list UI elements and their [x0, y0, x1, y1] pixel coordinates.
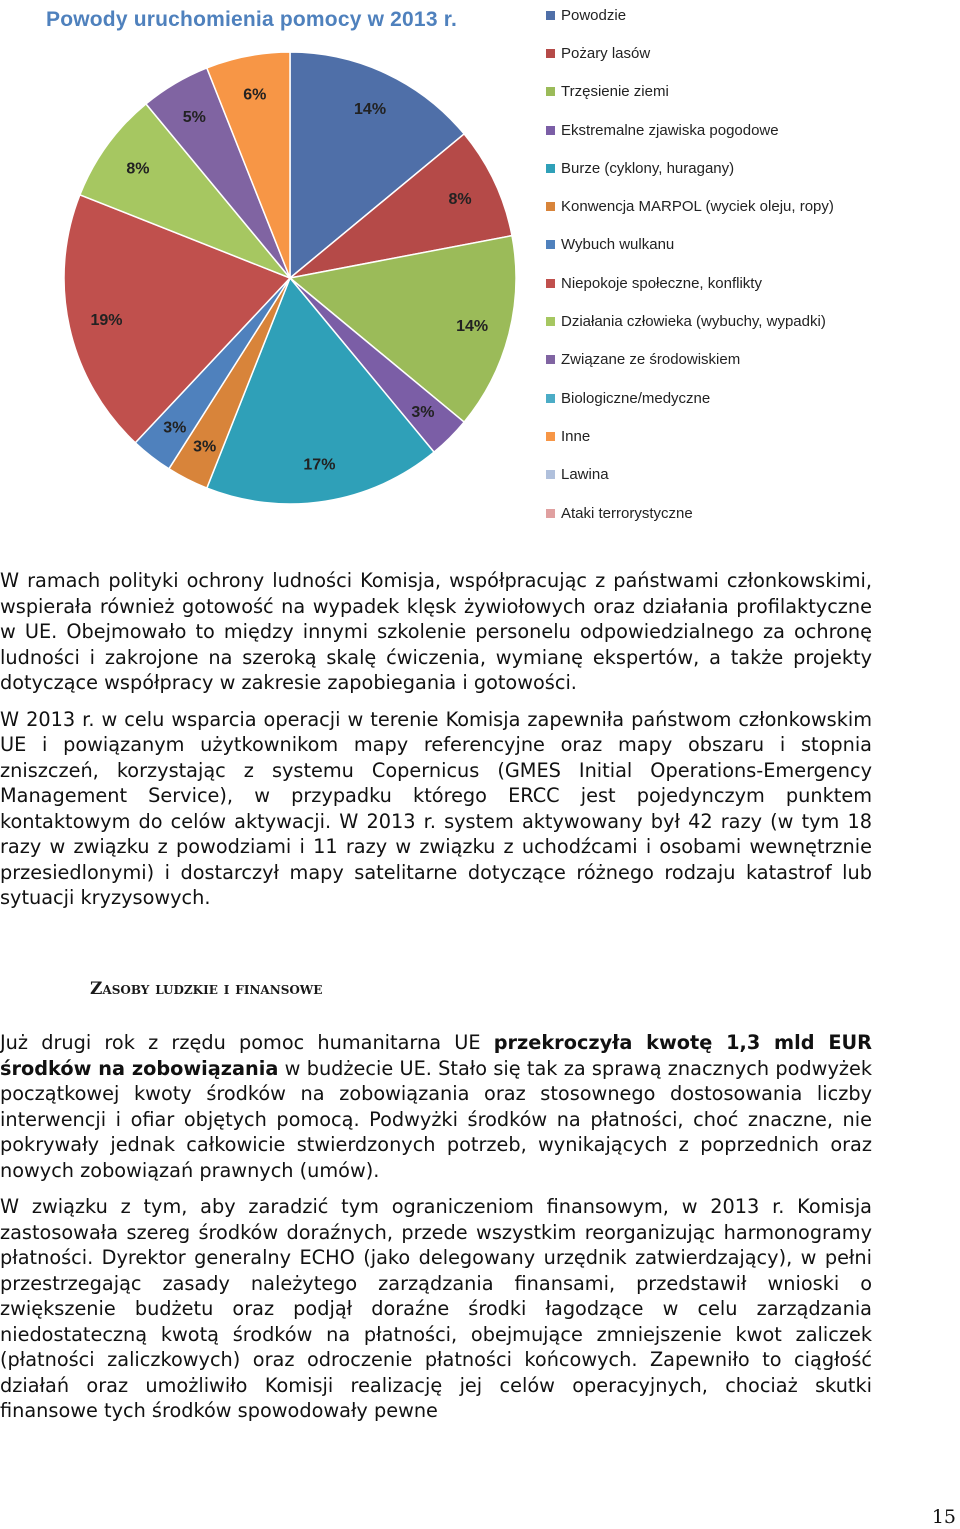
legend-item: [546, 111, 834, 149]
legend-swatch: [546, 317, 555, 326]
pie-slice-label: 14%: [456, 317, 489, 335]
legend-label: Biologiczne/medyczne: [561, 389, 711, 407]
page-number: 15: [931, 1506, 956, 1528]
legend-swatch: [546, 11, 555, 20]
legend-item: [546, 187, 834, 225]
legend-label: Konwencja MARPOL (wyciek oleju, ropy): [561, 198, 834, 216]
civil-protection-section: [0, 568, 872, 922]
pie-slice-label: 8%: [126, 160, 150, 178]
legend-label: Ataki terrorystyczne: [561, 504, 693, 522]
legend-label: Wybuch wulkanu: [561, 236, 675, 254]
legend-item: [546, 226, 834, 264]
pie-slice-label: 5%: [182, 109, 206, 127]
pie-slice-label: 3%: [163, 419, 187, 437]
legend-swatch: [546, 49, 555, 58]
legend-item: [546, 302, 834, 340]
pie-slice-label: 6%: [243, 86, 267, 104]
legend-item: [546, 494, 834, 532]
legend-label: Lawina: [561, 466, 609, 484]
pie-slice-label: 3%: [411, 403, 435, 421]
pie-slice-label: 8%: [448, 190, 472, 208]
legend-item: [546, 341, 834, 379]
chart-title: Powody uruchomienia pomocy w 2013 r.: [46, 8, 457, 31]
legend-item: [546, 73, 834, 111]
legend-label: Związane ze środowiskiem: [561, 351, 741, 369]
legend-item: [546, 149, 834, 187]
legend-label: Działania człowieka (wybuchy, wypadki): [561, 313, 826, 331]
legend-label: Niepokoje społeczne, konflikty: [561, 274, 762, 292]
pie-slice-label: 3%: [193, 438, 217, 456]
legend-label: Inne: [561, 427, 591, 445]
legend-label: Ekstremalne zjawiska pogodowe: [561, 121, 779, 139]
legend-swatch: [546, 509, 555, 518]
legend-swatch: [546, 240, 555, 249]
legend-item: [546, 456, 834, 494]
pie-slice-label: 19%: [90, 312, 123, 330]
paragraph-copernicus: W 2013 r. w celu wsparcia operacji w terenie Komisja zapewniła państwom członkowskim UE i powiązanym użytkownikom mapy referencyjne oraz mapy obszaru i stopnia zniszczeń, korzystając z systemu Copernicus (GMES Initial Operations-Emergency Management Service), w przypadku którego ERCC jest pojedynczym punktem kontaktowym do celów aktywacji. W 2013 r. system aktywowany był 42 razy (w tym 18 razy w związku z powodziami i 11 razy w związku z uchodźcami i osobami wewnętrznie przesiedlonymi) i dostarczył mapy satelitarne dotyczące różnego rodzaju katastrof lub sytuacji kryzysowych.: [0, 707, 872, 909]
legend-item: [546, 379, 834, 417]
paragraph-measures: W związku z tym, aby zaradzić tym ograniczeniom finansowym, w 2013 r. Komisja zastosowała szereg środków doraźnych, przede wszystkim reorganizując harmonogramy płatności. Dyrektor generalny ECHO (jako delegowany urzędnik zatwierdzający), w pełni przestrzegając zasady należytego zarządzania finansami, przedstawił wnioski o zwiększenie budżetu oraz podjął doraźne środki łagodzące w celu zarządzania niedostateczną kwotą środków na płatności, obejmujące zmniejszenie kwot zaliczek (płatności zaliczkowych) oraz odroczenie płatności końcowych. Zapewniło to ciągłość działań oraz umożliwiło Komisji realizację jej celów operacyjnych, chociaż skutki finansowe tych środków spowodowały pewne: [0, 1195, 872, 1422]
legend-swatch: [546, 279, 555, 288]
legend-item: [546, 0, 834, 34]
pie-slice-label: 14%: [354, 100, 387, 118]
legend-swatch: [546, 164, 555, 173]
legend-swatch: [546, 432, 555, 441]
legend-label: Burze (cyklony, huragany): [561, 159, 735, 177]
budget-text-start: Już drugi rok z rzędu pomoc humanitarna UE: [0, 1031, 494, 1054]
legend-label: Trzęsienie ziemi: [561, 83, 669, 101]
legend-swatch: [546, 470, 555, 479]
legend-label: Powodzie: [561, 6, 627, 24]
chart-legend: [546, 0, 834, 532]
legend-swatch: [546, 202, 555, 211]
budget-text-end: w budżecie UE. Stało się tak za sprawą znacznych podwyżek początkowej kwoty środków na zobowiązania oraz stosownego dostosowania liczby interwencji i ofiar objętych pomocą. Podwyżki środków na płatności, choć znaczne, nie pokrywały jednak całkowicie stwierdzonych potrzeb, wynikających z poprzednich oraz nowych zobowiązań prawnych (umów).: [0, 1056, 872, 1182]
legend-item: [546, 417, 834, 455]
section-heading: Zasoby ludzkie i finansowe: [90, 979, 323, 999]
legend-swatch: [546, 126, 555, 135]
legend-swatch: [546, 355, 555, 364]
legend-label: Pożary lasów: [561, 44, 651, 62]
pie-chart: [0, 0, 960, 530]
legend-item: [546, 264, 834, 302]
legend-swatch: [546, 87, 555, 96]
finance-section: [0, 1030, 872, 1435]
paragraph-budget: [0, 1030, 872, 1183]
paragraph-prevention: W ramach polityki ochrony ludności Komisja, współpracując z państwami członkowskimi, wspierała również gotowość na wypadek klęsk żywiołowych oraz działania profilaktyczne w UE. Obejmowało to między innymi szkolenie personelu odpowiedzialnego za ochronę ludności i zakrojone na szeroką skalę ćwiczenia, wymianę ekspertów, a także projekty dotyczące współpracy w zakresie zapobiegania i gotowości.: [0, 569, 872, 694]
pie-slice-label: 17%: [303, 456, 336, 474]
legend-swatch: [546, 394, 555, 403]
legend-item: [546, 34, 834, 72]
budget-highlight: przekroczyła kwotę 1,3 mld EUR środków na zobowiązania: [0, 1031, 872, 1080]
